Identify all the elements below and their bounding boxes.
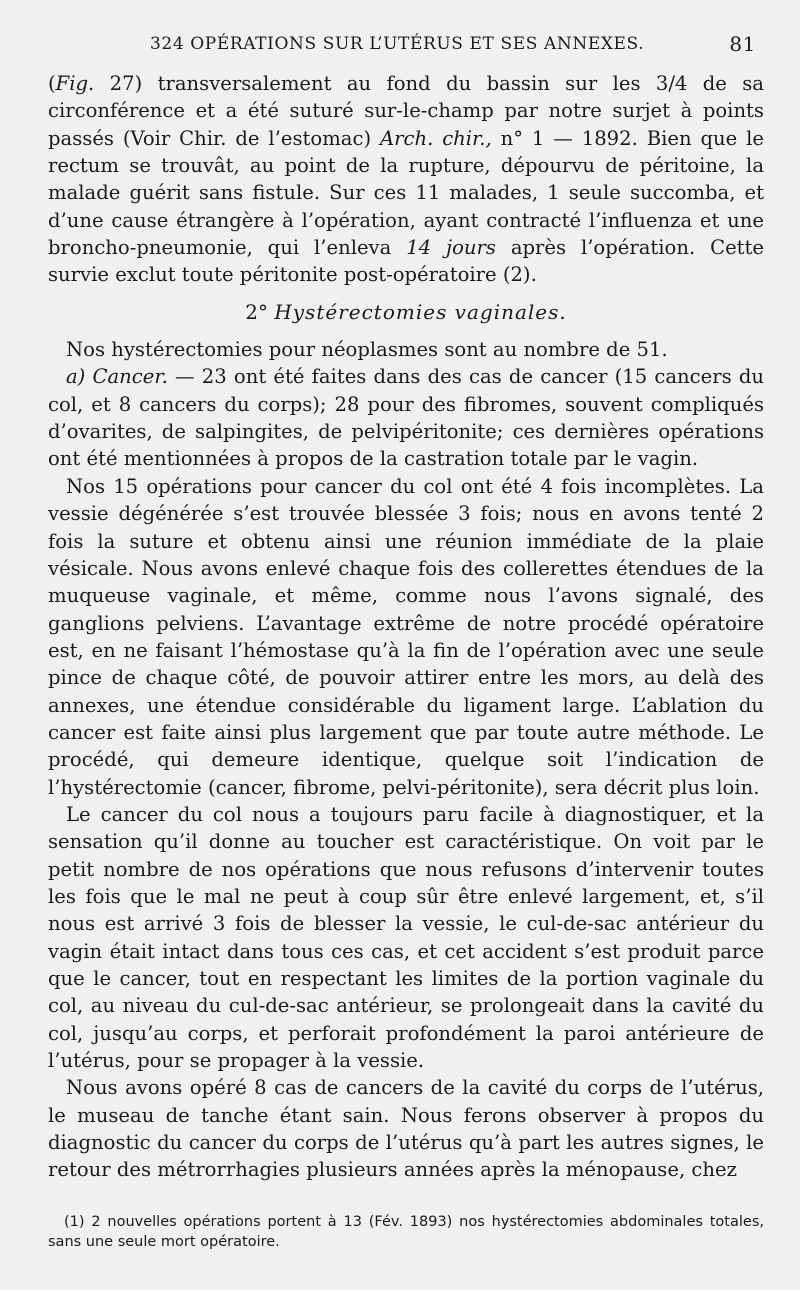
paragraph — [48, 363, 764, 472]
text-run: n° 1 — 1892. Bien que le rectum se trouvât, au point de la rupture, dépourvu de péritoine, la malade guérit sans fistule. Sur ces 11 malades, 1 seule succomba, et d’une cause étrangère à l’opération, ayant contracté l’influenza et une broncho-pneumonie, qui l’enleva — [48, 126, 764, 260]
text-run: après l’opération. Cette survie exclut toute péritonite post-opératoire (2). — [48, 236, 765, 287]
running-header — [48, 34, 764, 58]
section-title: Hystérectomies vaginales. — [274, 299, 567, 324]
section-heading — [48, 299, 764, 326]
page-number: 81 — [729, 32, 756, 56]
footnote-marker: (1) — [64, 1214, 85, 1230]
text-run: 27) transversalement au fond du bassin sur les 3/4 de sa circonférence et a été suturé sur-le-champ par notre surjet à points passés (Voir Chir. de l’estomac) — [48, 72, 764, 150]
footnote — [48, 1212, 764, 1252]
paragraph: Nos 15 opérations pour cancer du col ont été 4 fois incomplètes. La vessie dégénérée s’est trouvée blessée 3 fois; nous en avons tenté 2 fois la suture et obtenu ainsi une réunion immédiate de la plaie vésicale. Nous avons enlevé chaque fois des collerettes étendues de la muqueuse vaginale, et même, comme nous l’avons signalé, des ganglions pelviens. L’avantage extrême de notre procédé opératoire est, en ne faisant l’hémostase qu’à la fin de l’opération avec une seule pince de chaque côté, de pouvoir attirer entre les mors, au delà des annexes, une étendue considérable du ligament large. L’ablation du cancer est faite ainsi plus largement que par toute autre méthode. Le procédé, qui demeure identique, quelque soit l’indication de l’hystérectomie (cancer, fibrome, pelvi-péritonite), sera décrit plus loin. — [48, 474, 764, 799]
italic-fig-ref: Fig. — [55, 72, 95, 95]
paragraph: Nous avons opéré 8 cas de cancers de la cavité du corps de l’utérus, le museau de tanche étant sain. Nous ferons observer à propos du diagnostic du cancer du corps de l’utérus qu’à part les autres signes, le retour des métrorrhagies plusieurs années après la ménopause, chez — [48, 1076, 764, 1182]
body-text — [48, 70, 764, 1184]
text-run: — 23 ont été faites dans des cas de cancer (15 cancers du col, et 8 cancers du corps); 28 pour des fibromes, souvent compliqués d’ovarites, de salpingites, de pelvipéritonite; ces dernières opérations ont été mentionnées à propos de la castration totale par le vagin. — [48, 365, 765, 471]
section-number: 2° — [245, 299, 268, 324]
italic-journal-ref: Arch. chir., — [379, 126, 492, 150]
footnote-text: 2 nouvelles opérations portent à 13 (Fév. 1893) nos hystérectomies abdominales totales, sans une seule mort opératoire. — [48, 1214, 764, 1250]
italic-subheading: a) Cancer. — [66, 365, 168, 389]
text-run: ( — [48, 72, 56, 95]
italic-duration: 14 jours — [406, 236, 496, 260]
running-title: 324 OPÉRATIONS SUR L’UTÉRUS ET SES ANNEXES. — [150, 34, 645, 54]
paragraph: Le cancer du col nous a toujours paru facile à diagnostiquer, et la sensation qu’il donne au toucher est caractéristique. On voit par le petit nombre de nos opérations que nous refusons d’intervenir toutes les fois que le mal ne peut à coup sûr être enlevé largement, et, s’il nous est arrivé 3 fois de blesser la vessie, le cul-de-sac antérieur du vagin était intact dans tous ces cas, et cet accident s’est produit parce que le cancer, tout en respectant les limites de la portion vaginale du col, au niveau du cul-de-sac antérieur, se prolongeait dans la cavité du col, jusqu’au corps, et perforait profondément la paroi antérieure de l’utérus, pour se propager à la vessie. — [48, 802, 764, 1073]
paragraph: Nos hystérectomies pour néoplasmes sont au nombre de 51. — [66, 338, 668, 362]
paragraph-continuation — [48, 70, 764, 289]
